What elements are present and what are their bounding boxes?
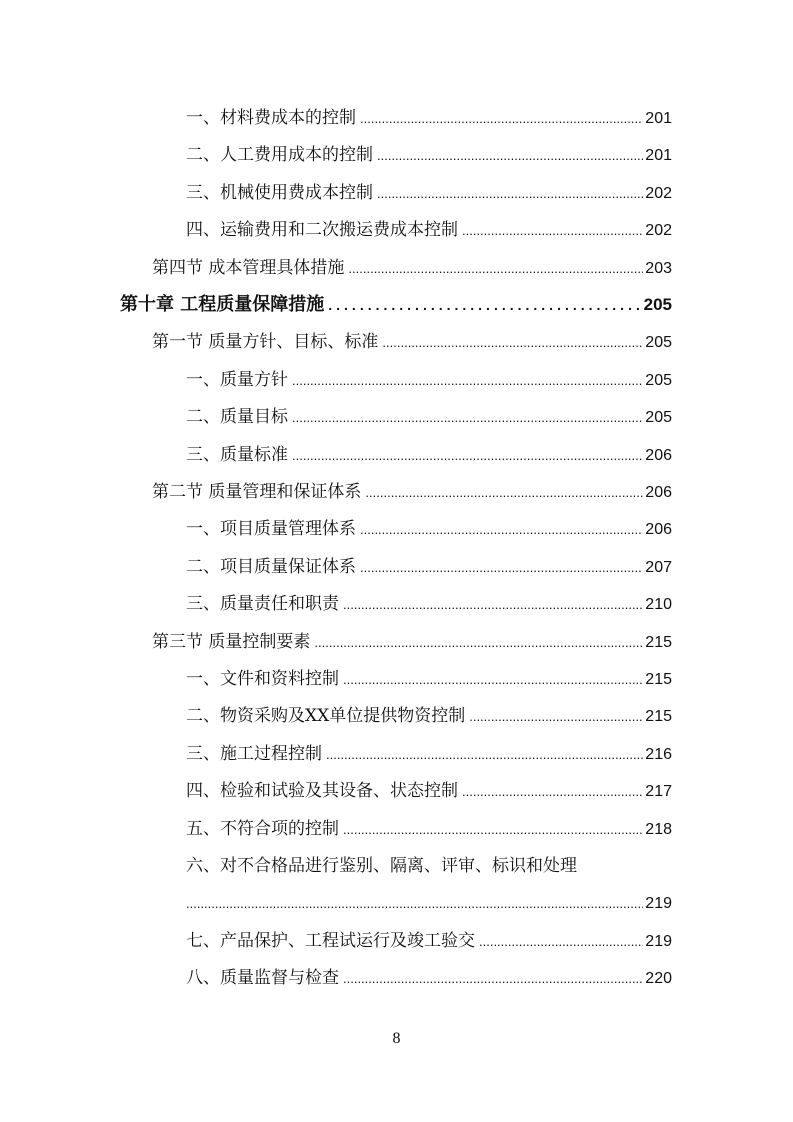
- toc-entry-page: 202: [645, 184, 672, 202]
- toc-entry-title: 三、质量标准: [186, 444, 288, 465]
- toc-entry-title: 二、人工费用成本的控制: [186, 145, 373, 166]
- toc-entry-page: 203: [645, 259, 672, 277]
- toc-entry-page: 219: [645, 932, 672, 950]
- toc-chapter[interactable]: [120, 290, 672, 320]
- toc-entry[interactable]: [186, 215, 672, 245]
- dot-leader: [479, 926, 643, 957]
- dot-leader: [360, 103, 643, 134]
- toc-entry-title: 第一节 质量方针、目标、标准: [152, 332, 379, 353]
- toc-entry-title: 四、检验和试验及其设备、状态控制: [186, 781, 458, 802]
- dot-leader: [365, 477, 643, 508]
- toc-entry[interactable]: [186, 776, 672, 806]
- toc-entry-page: 206: [645, 521, 672, 539]
- toc-entry-title: 一、材料费成本的控制: [186, 108, 356, 128]
- toc-entry-page: 210: [645, 596, 672, 614]
- toc-entry-page: 215: [645, 671, 672, 688]
- toc-entry-page: 215: [645, 708, 672, 726]
- toc-entry-page: 202: [645, 222, 672, 240]
- toc-entry-page: 207: [645, 558, 672, 576]
- toc-entry[interactable]: [186, 178, 672, 208]
- toc-entry[interactable]: [186, 739, 672, 769]
- toc-entry-title: 二、物资采购及XX单位提供物资控制: [186, 706, 466, 727]
- dot-leader: [328, 290, 641, 320]
- toc-entry[interactable]: [186, 365, 672, 395]
- toc-entry-title: 三、质量责任和职责: [186, 594, 339, 615]
- toc-entry-page: 217: [645, 783, 672, 801]
- toc-entry-page: 216: [645, 745, 672, 763]
- toc-entry-page: 205: [645, 371, 672, 389]
- toc-section[interactable]: [152, 253, 672, 283]
- dot-leader: [377, 178, 643, 209]
- toc-entry-title: 第三节 质量控制要素: [152, 631, 311, 652]
- toc-entry-page: 220: [645, 970, 672, 988]
- toc-entry-page: 201: [645, 110, 672, 127]
- toc-entry[interactable]: [186, 701, 672, 731]
- dot-leader: [377, 140, 643, 171]
- toc-entry[interactable]: [186, 514, 672, 544]
- toc-entry-page: 205: [643, 295, 672, 314]
- dot-leader: [343, 589, 643, 620]
- dot-leader: [462, 776, 643, 807]
- toc-entry-page: 218: [645, 820, 672, 838]
- toc-entry-page: 205: [645, 334, 672, 352]
- dot-leader: [292, 365, 643, 396]
- toc-entry-title: 三、施工过程控制: [186, 743, 322, 764]
- toc-section[interactable]: [152, 327, 672, 357]
- dot-leader: [343, 664, 643, 695]
- toc-entry[interactable]: [186, 589, 672, 619]
- dot-leader: [314, 627, 643, 658]
- toc-entry-page: 206: [645, 484, 672, 501]
- toc-section[interactable]: [152, 627, 672, 657]
- dot-leader: [343, 963, 643, 994]
- toc-entry-title: 一、项目质量管理体系: [186, 519, 356, 540]
- toc-entry[interactable]: [186, 926, 672, 956]
- toc-entry-title: 一、文件和资料控制: [186, 669, 339, 689]
- toc-entry-page: 219: [645, 895, 672, 913]
- toc-entry-page: 206: [645, 446, 672, 464]
- dot-leader: [360, 514, 643, 545]
- dot-leader: [360, 552, 643, 583]
- toc-section[interactable]: [152, 477, 672, 507]
- dot-leader: [462, 215, 643, 246]
- toc-entry-title: 二、项目质量保证体系: [186, 556, 356, 577]
- toc-entry-page: 205: [645, 409, 672, 427]
- toc-entry[interactable]: [186, 402, 672, 432]
- page-number: 8: [392, 1030, 401, 1047]
- toc-entry-title[interactable]: 六、对不合格品进行鉴别、隔离、评审、标识和处理: [186, 856, 577, 876]
- toc-entry-title: 八、质量监督与检查: [186, 968, 339, 989]
- dot-leader: [343, 814, 643, 845]
- dot-leader: [469, 701, 643, 732]
- toc-entry-page: 215: [645, 633, 672, 651]
- toc-entry[interactable]: [186, 888, 672, 918]
- dot-leader: [326, 739, 643, 770]
- toc-entry-page: 201: [645, 147, 672, 165]
- toc-entry[interactable]: [186, 963, 672, 993]
- toc-entry-title: 第十章 工程质量保障措施: [120, 294, 325, 315]
- dot-leader: [382, 327, 643, 358]
- toc-entry-title: 五、不符合项的控制: [186, 818, 339, 839]
- toc-entry-title: 第二节 质量管理和保证体系: [152, 482, 362, 502]
- dot-leader: [348, 253, 643, 284]
- toc-entry-title: 四、运输费用和二次搬运费成本控制: [186, 220, 458, 241]
- dot-leader: [186, 888, 643, 919]
- toc-entry-title: 第四节 成本管理具体措施: [152, 257, 345, 278]
- toc-entry-title: 一、质量方针: [186, 369, 288, 390]
- toc-entry[interactable]: [186, 814, 672, 844]
- toc-entry[interactable]: [186, 440, 672, 470]
- toc-entry-title: 七、产品保护、工程试运行及竣工验交: [186, 930, 475, 951]
- toc-entry-title: 三、机械使用费成本控制: [186, 182, 373, 203]
- dot-leader: [292, 440, 643, 471]
- toc-entry[interactable]: [186, 140, 672, 170]
- toc-entry[interactable]: [186, 664, 672, 694]
- toc-entry-title: 二、质量目标: [186, 407, 288, 428]
- toc-entry[interactable]: [186, 103, 672, 133]
- toc-entry[interactable]: [186, 552, 672, 582]
- dot-leader: [292, 402, 643, 433]
